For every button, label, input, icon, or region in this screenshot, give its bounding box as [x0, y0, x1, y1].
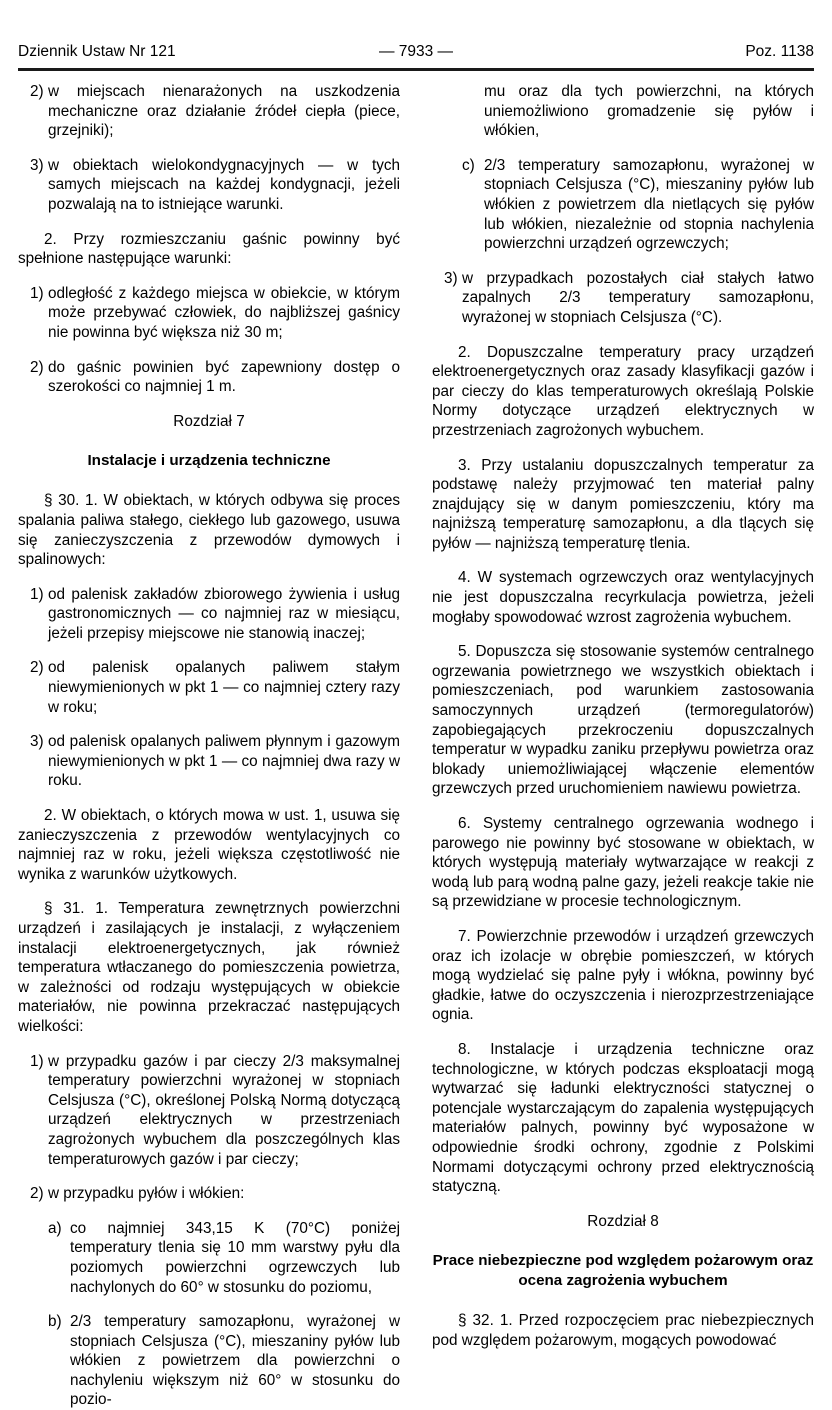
column-left — [18, 82, 400, 1409]
list-item-text: 2/3 temperatury samozapłonu, wyrażonej w stopniach Celsjusza (°C), mieszaniny pyłów lub włókien z powietrzem dla powierzchni o nachyleniu większym niż 60° w stosunku do pozio- — [70, 1313, 400, 1409]
list-item-text: w miejscach nienarażonych na uszkodzenia mechaniczne oraz działanie źródeł ciepła (piece, grzejniki); — [48, 83, 400, 140]
two-column-body — [18, 82, 814, 1409]
running-head-center: — 7933 — — [378, 43, 454, 60]
paragraph: 2. W obiektach, o których mowa w ust. 1, usuwa się zanieczyszczenia z przewodów wentylacyjnych co najmniej raz w roku, jeżeli większa częstotliwość nie wynika z warunków użytkowych. — [18, 807, 400, 883]
chapter-title-heading: Instalacje i urządzenia techniczne — [87, 452, 331, 470]
list-item-text: w przypadku pyłów i włókien: — [48, 1185, 245, 1203]
list-item-marker: c) — [462, 156, 475, 174]
list-item-text: w obiektach wielokondygnacyjnych — w tych samych miejscach na każdej kondygnacji, jeżeli pozwalają na to istniejące warunki. — [48, 156, 400, 213]
list-item-lettered — [18, 1219, 400, 1297]
list-item-lettered — [432, 156, 814, 254]
list-item-lettered — [18, 1312, 400, 1410]
list-item-text: odległość z każdego miejsca w obiekcie, w którym może przebywać człowiek, do najbliższej gaśnicy nie powinna być większa niż 30 m; — [48, 284, 400, 341]
list-item-marker: a) — [48, 1219, 62, 1237]
list-item-text: od palenisk opalanych paliwem stałym niewymienionych w pkt 1 — co najmniej cztery razy w roku; — [48, 659, 400, 716]
list-item-numbered — [18, 82, 400, 141]
paragraph: 6. Systemy centralnego ogrzewania wodnego i parowego nie powinny być stosowane w obiektach, w których występują materiały wytwarzające w reakcji z wodą lub parą wodną palne gazy, jeżeli reakcje takie nie są przewidziane w procesie technologicznym. — [432, 815, 814, 911]
paragraph-continuation: mu oraz dla tych powierzchni, na których uniemożliwiono gromadzenie się pyłów i włókien, — [484, 83, 814, 140]
paragraph: 5. Dopuszcza się stosowanie systemów centralnego ogrzewania powietrznego we wszystkich obiektach i pomieszczeniach, pod warunkiem zastosowania samoczynnych urządzeń (termoregulatorów) zapobiegających przekroczeniu dopuszczalnych temperatur w wypadku zaniku przepływu powietrza oraz blokady uniemożliwiającej włączenie elementów grzewczych przed uruchomieniem nawiewu powietrza. — [432, 643, 814, 798]
list-item-numbered — [18, 358, 400, 397]
list-item-marker: 3) — [444, 269, 458, 287]
list-item-marker: 3) — [30, 733, 44, 751]
list-item-numbered — [18, 1184, 400, 1204]
chapter-number-heading: Rozdział 8 — [587, 1212, 659, 1230]
list-item-text: co najmniej 343,15 K (70°C) poniżej temperatury tlenia się 10 mm warstwy pyłu dla poziomych powierzchni ogrzewczych lub nachylonych do 60° w stosunku do poziomu, — [70, 1219, 400, 1296]
paragraph: 2. Dopuszczalne temperatury pracy urządzeń elektroenergetycznych oraz zasady klasyfikacji gazów i par cieczy do klas temperaturowych określają Polskie Normy dotyczące urządzeń elektrycznych w przestrzeniach zagrożonych wybuchem. — [432, 343, 814, 439]
list-item-text: od palenisk opalanych paliwem płynnym i gazowym niewymienionych w pkt 1 — co najmniej dwa razy w roku. — [48, 733, 400, 790]
list-item-marker: 2) — [30, 83, 44, 100]
chapter-number-heading: Rozdział 7 — [173, 412, 245, 430]
paragraph: 7. Powierzchnie przewodów i urządzeń grzewczych oraz ich izolacje w obrębie pomieszczeń, w których mogą wydzielać się palne pyły i włókna, powinny być gładkie, łatwe do oczyszczenia i nierozprzestrzeniające ognia. — [432, 927, 814, 1024]
paragraph: § 31. 1. Temperatura zewnętrznych powierzchni urządzeń i zasilających je instalacji, z wyłączeniem instalacji elektroenergetycznych, jak również temperatura wtłaczanego do pomieszczenia powietrza, w zależności od rodzaju występujących w obiekcie materiałów, nie powinna przekraczać następujących wielkości: — [18, 900, 400, 1035]
list-item-numbered — [18, 156, 400, 215]
header-rule — [18, 68, 814, 71]
running-head-left: Dziennik Ustaw Nr 121 — [18, 43, 176, 60]
list-item-marker: 3) — [30, 156, 44, 174]
list-item-marker: 2) — [30, 1185, 44, 1203]
paragraph: 4. W systemach ogrzewczych oraz wentylacyjnych nie jest dopuszczalna recyrkulacja powietrza, jeżeli mogłaby spowodować wzrost zagrożenia wybuchem. — [432, 569, 814, 626]
paragraph: § 30. 1. W obiektach, w których odbywa się proces spalania paliwa stałego, ciekłego lub gazowego, usuwa się zanieczyszczenia z przewodów dymowych i spalinowych: — [18, 492, 400, 569]
list-item-marker: b) — [48, 1313, 62, 1331]
running-head-right: Poz. 1138 — [745, 43, 814, 60]
paragraph: § 32. 1. Przed rozpoczęciem prac niebezpiecznych pod względem pożarowym, mogących powodować — [432, 1312, 814, 1349]
paragraph: 8. Instalacje i urządzenia techniczne oraz technologiczne, w których podczas eksploatacji mogą wytwarzać się ładunki elektryczności statycznej o potencjale wystarczającym do zapalenia występujących materiałów palnych, powinny być wyposażone w odpowiednie środki ochrony, zgodnie z Polskimi Normami dotyczącymi ochrony przed elektrycznością statyczną. — [432, 1040, 814, 1196]
chapter-title-heading: Prace niebezpieczne pod względem pożarowym oraz ocena zagrożenia wybuchem — [432, 1252, 814, 1290]
paragraph: 2. Przy rozmieszczaniu gaśnic powinny być spełnione następujące warunki: — [18, 230, 400, 268]
list-item-numbered — [18, 1052, 400, 1170]
list-item-text: w przypadkach pozostałych ciał stałych łatwo zapalnych 2/3 temperatury samozapłonu, wyrażonej w stopniach Celsjusza (°C). — [462, 269, 814, 326]
list-item-numbered — [432, 269, 814, 328]
column-right — [432, 82, 814, 1349]
list-item-marker: 1) — [30, 1052, 44, 1070]
list-item-marker: 1) — [30, 284, 44, 302]
list-item-marker: 1) — [30, 585, 44, 603]
list-item-marker: 2) — [30, 358, 44, 376]
list-item-text: w przypadku gazów i par cieczy 2/3 maksymalnej temperatury powierzchni wyrażonej w stopniach Celsjusza (°C), określonej Polską Normą dotyczącą urządzeń elektrycznych w przestrzeniach zagrożonych wybuchem dla poszczególnych klas temperaturowych gazów i par cieczy; — [48, 1052, 400, 1168]
list-item-marker: 2) — [30, 659, 44, 677]
running-head — [18, 42, 814, 66]
list-item-numbered — [18, 284, 400, 343]
list-item-numbered — [18, 732, 400, 791]
list-item-text: 2/3 temperatury samozapłonu, wyrażonej w stopniach Celsjusza (°C), mieszaniny pyłów lub włókien z powietrzem dla nietlących się pyłów lub włókien, niezależnie od stopnia nachylenia powierzchni urządzeń ogrzewczych; — [484, 156, 814, 253]
list-item-numbered — [18, 658, 400, 717]
list-item-text: do gaśnic powinien być zapewniony dostęp o szerokości co najmniej 1 m. — [48, 358, 400, 396]
list-item-numbered — [18, 585, 400, 644]
list-item-text: od palenisk zakładów zbiorowego żywienia i usług gastronomicznych — co najmniej raz w miesiącu, jeżeli przepisy miejscowe nie stanowią inaczej; — [48, 585, 400, 642]
paragraph: 3. Przy ustalaniu dopuszczalnych temperatur za podstawę należy przyjmować ten materiał palny znajdujący się w danym pomieszczeniu, który ma najniższą temperaturę samozapłonu, a dla tlących się pyłów — najniższą temperaturę tlenia. — [432, 456, 814, 552]
